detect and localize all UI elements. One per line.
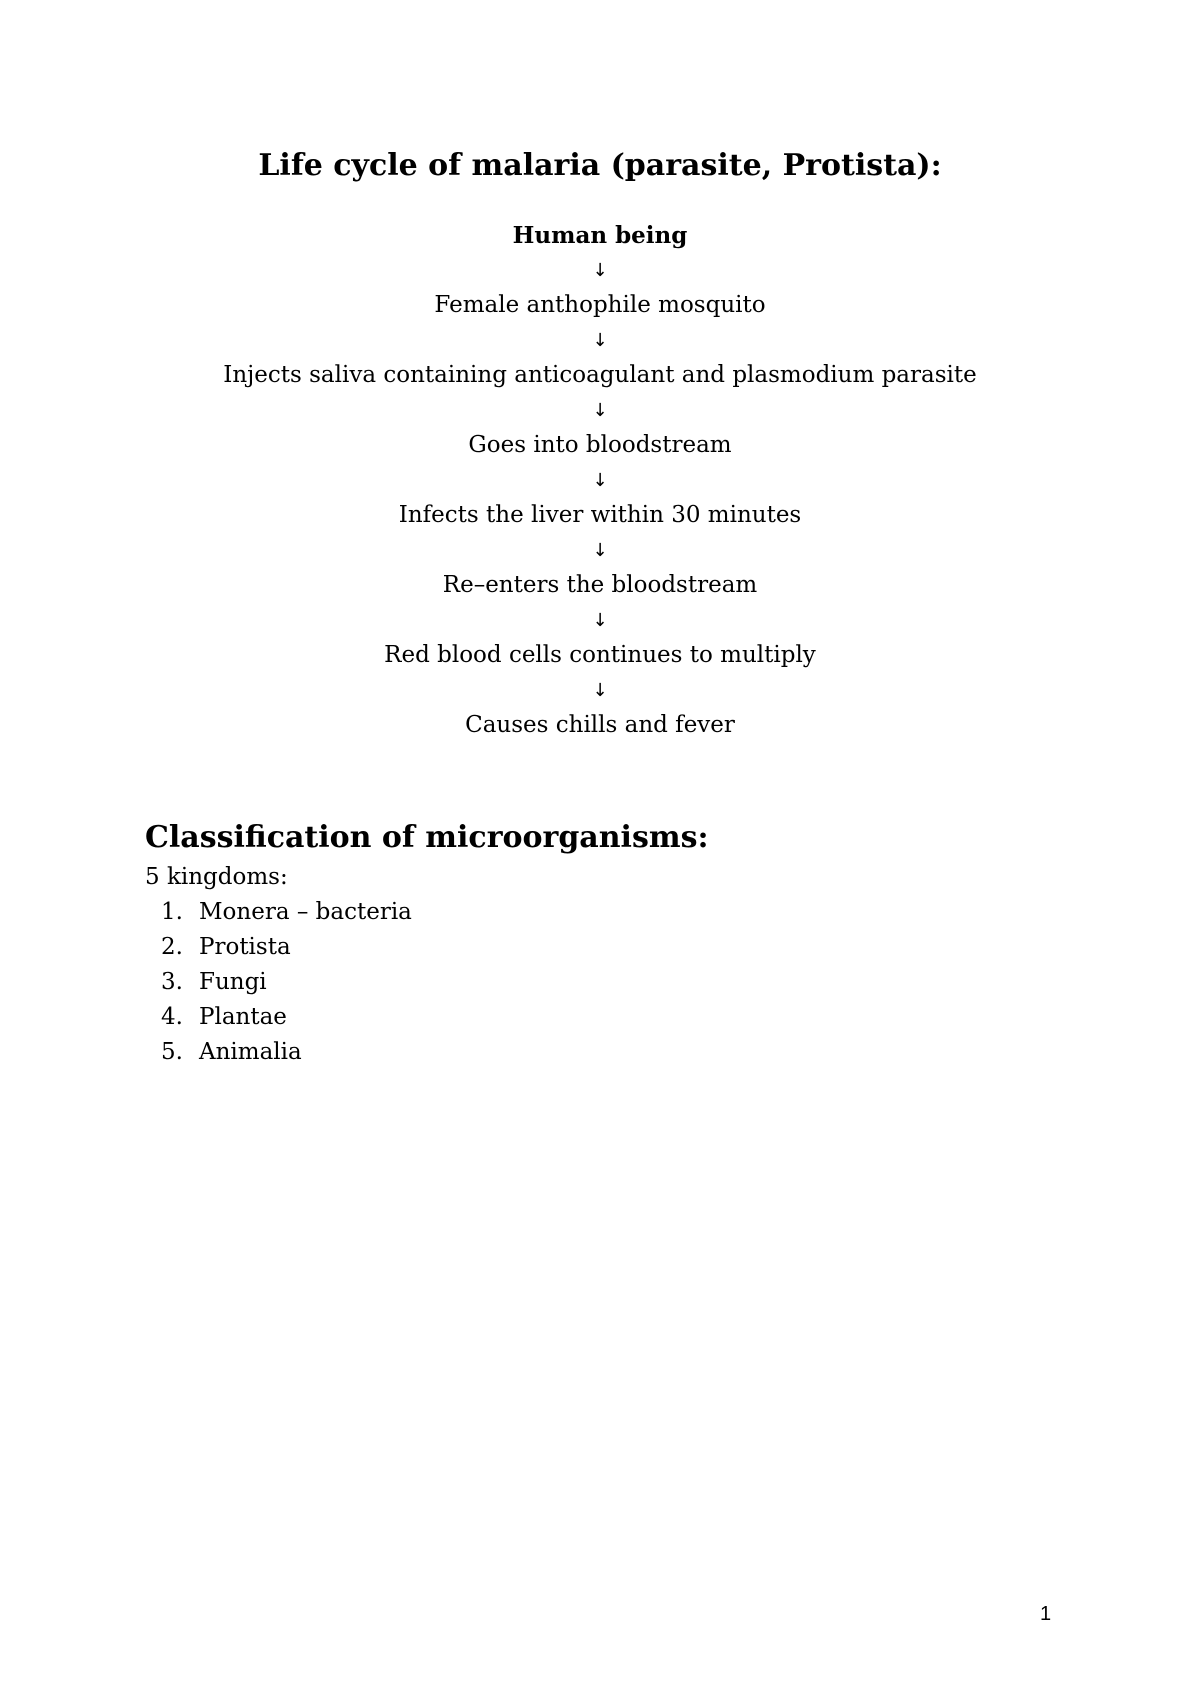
- down-arrow-icon: ↓: [592, 540, 608, 561]
- list-item-number: 4.: [161, 1004, 183, 1030]
- list-item-number: 3.: [161, 969, 183, 995]
- flow-step: Re–enters the bloodstream: [442, 572, 758, 598]
- flow-step: Injects saliva containing anticoagulant and plasmodium parasite: [223, 362, 977, 388]
- flow-step: Causes chills and fever: [465, 712, 735, 738]
- list-item: [145, 965, 412, 1000]
- classification-title: Classification of microorganisms:: [145, 820, 709, 855]
- kingdom-list: [145, 895, 412, 1070]
- life-cycle-title: Life cycle of malaria (parasite, Protista):: [258, 148, 942, 183]
- life-cycle-flow: [0, 218, 1200, 743]
- list-item-label: Monera – bacteria: [199, 899, 412, 925]
- page-number: 1: [1040, 1603, 1052, 1625]
- down-arrow-icon: ↓: [592, 610, 608, 631]
- list-item-number: 2.: [161, 934, 183, 960]
- list-item-label: Protista: [199, 934, 291, 960]
- flow-step: Infects the liver within 30 minutes: [398, 502, 802, 528]
- list-item: [145, 1035, 412, 1070]
- flow-step: Female anthophile mosquito: [434, 292, 766, 318]
- down-arrow-icon: ↓: [592, 680, 608, 701]
- kingdoms-subtitle: 5 kingdoms:: [145, 864, 288, 890]
- list-item-label: Fungi: [199, 969, 267, 995]
- flow-step: Red blood cells continues to multiply: [384, 642, 816, 668]
- list-item-label: Plantae: [199, 1004, 287, 1030]
- list-item: [145, 895, 412, 930]
- down-arrow-icon: ↓: [592, 260, 608, 281]
- down-arrow-icon: ↓: [592, 400, 608, 421]
- flow-step: Goes into bloodstream: [468, 432, 732, 458]
- list-item-label: Animalia: [199, 1039, 302, 1065]
- list-item: [145, 1000, 412, 1035]
- list-item: [145, 930, 412, 965]
- flow-step: Human being: [512, 222, 688, 249]
- list-item-number: 1.: [161, 899, 183, 925]
- down-arrow-icon: ↓: [592, 470, 608, 491]
- down-arrow-icon: ↓: [592, 330, 608, 351]
- list-item-number: 5.: [161, 1039, 183, 1065]
